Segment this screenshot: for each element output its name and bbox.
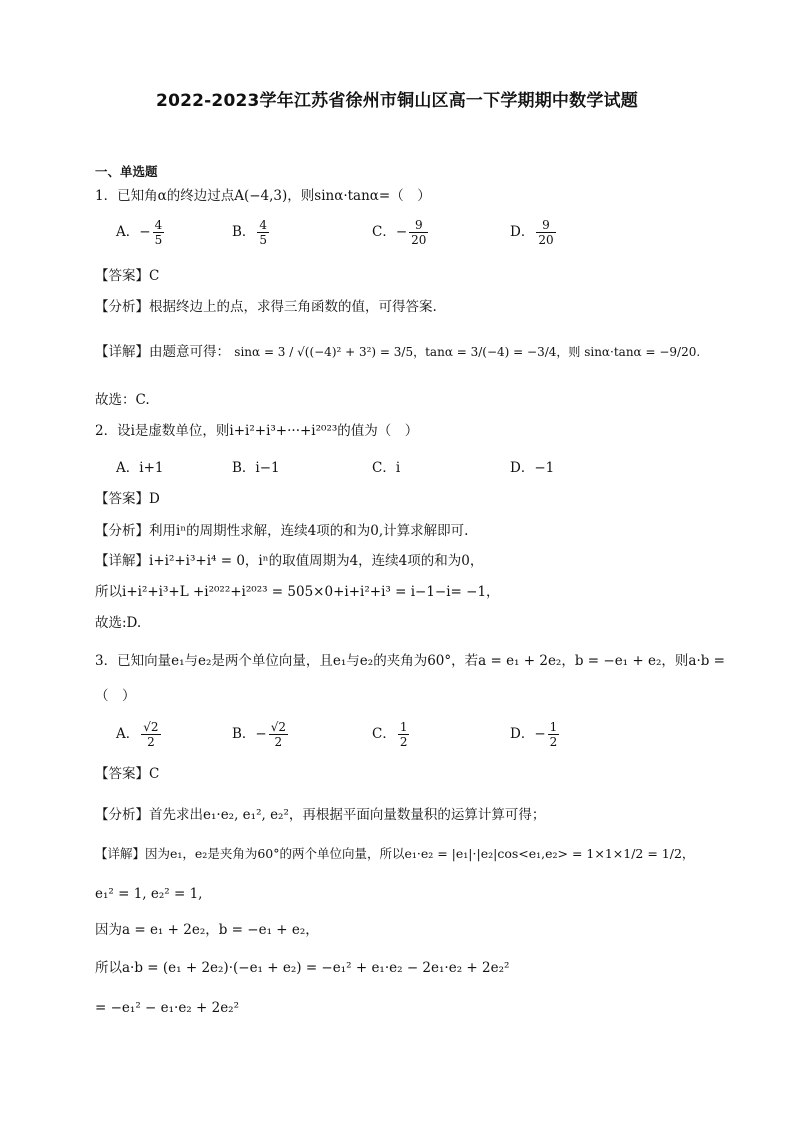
page-title: 2022-2023学年江苏省徐州市铜山区高一下学期期中数学试题 bbox=[156, 91, 638, 111]
section-heading: 一、单选题 bbox=[95, 164, 158, 179]
q3-dot-expansion: 所以a·b = (e₁ + 2e₂)·(−e₁ + e₂) = −e₁² + e₁·e₂ − 2e₁·e₂ + 2e₂² bbox=[95, 960, 510, 976]
q3-stem: 3．已知向量e₁与e₂是两个单位向量，且e₁与e₂的夹角为60°，若a = e₁ + 2e₂，b = −e₁ + e₂，则a·b = bbox=[95, 653, 725, 669]
q2-analysis: 【分析】利用iⁿ的周期性求解，连续4项的和为0,计算求解即可. bbox=[95, 523, 469, 539]
q1-option-b: B． $\frac{4}{5}$ bbox=[232, 218, 268, 247]
q1-answer: 【答案】C bbox=[95, 268, 160, 284]
q1-option-d: D． $\frac{9}{20}$ bbox=[510, 218, 554, 247]
q3-option-b: B．− $\frac{√2}{2}$ bbox=[232, 720, 287, 749]
q2-option-c: C．i bbox=[372, 460, 401, 476]
q3-vectors-given: 因为a = e₁ + 2e₂，b = −e₁ + e₂， bbox=[95, 922, 319, 938]
q2-answer: 【答案】D bbox=[95, 491, 160, 507]
q3-answer: 【答案】C bbox=[95, 766, 160, 782]
q2-conclusion: 故选:D. bbox=[95, 615, 142, 631]
q3-paren: （ ） bbox=[95, 688, 136, 704]
q3-option-d: D．− $\frac{1}{2}$ bbox=[510, 720, 558, 749]
q1-option-c: C．− $\frac{9}{20}$ bbox=[372, 218, 427, 247]
q1-conclusion: 故选：C. bbox=[95, 392, 150, 408]
q3-option-a: A． $\frac{√2}{2}$ bbox=[116, 720, 159, 749]
q2-option-d: D．−1 bbox=[510, 460, 555, 476]
q1-detail-math: sinα = 3 / √((−4)² + 3²) = 3/5，tanα = 3/(−4) = −3/4，则 sinα·tanα = −9/20. bbox=[234, 345, 701, 359]
q3-option-c: C． $\frac{1}{2}$ bbox=[372, 720, 408, 749]
q1-analysis: 【分析】根据终边上的点，求得三角函数的值，可得答案. bbox=[95, 299, 437, 315]
q1-stem: 1．已知角α的终边过点A(−4,3)，则sinα·tanα=（ ） bbox=[95, 188, 431, 204]
q2-stem: 2．设i是虚数单位，则i+i²+i³+···+i²⁰²³的值为（ ） bbox=[95, 423, 419, 439]
q3-unit-squares: e₁² = 1, e₂² = 1, bbox=[95, 886, 203, 902]
q3-analysis: 【分析】首先求出e₁·e₂, e₁², e₂²，再根据平面向量数量积的运算计算可得； bbox=[95, 807, 546, 823]
q2-option-a: A．i+1 bbox=[116, 460, 164, 476]
q3-detail: 【详解】因为e₁，e₂是夹角为60°的两个单位向量，所以e₁·e₂ = |e₁|·|e₂|cos<e₁,e₂> = 1×1×1/2 = 1/2， bbox=[95, 846, 695, 861]
q3-dot-simplified: = −e₁² − e₁·e₂ + 2e₂² bbox=[95, 1000, 240, 1016]
q2-option-b: B．i−1 bbox=[232, 460, 280, 476]
q2-detail: 【详解】i+i²+i³+i⁴ = 0，iⁿ的取值周期为4，连续4项的和为0， bbox=[95, 553, 484, 569]
q2-detail-sum: 所以i+i²+i³+L +i²⁰²²+i²⁰²³ = 505×0+i+i²+i³ = i−1−i= −1， bbox=[95, 584, 500, 600]
q1-detail bbox=[95, 342, 700, 362]
q1-detail-label: 【详解】由题意可得： bbox=[95, 344, 230, 360]
q1-option-a: A．− $\frac{4}{5}$ bbox=[116, 218, 163, 247]
